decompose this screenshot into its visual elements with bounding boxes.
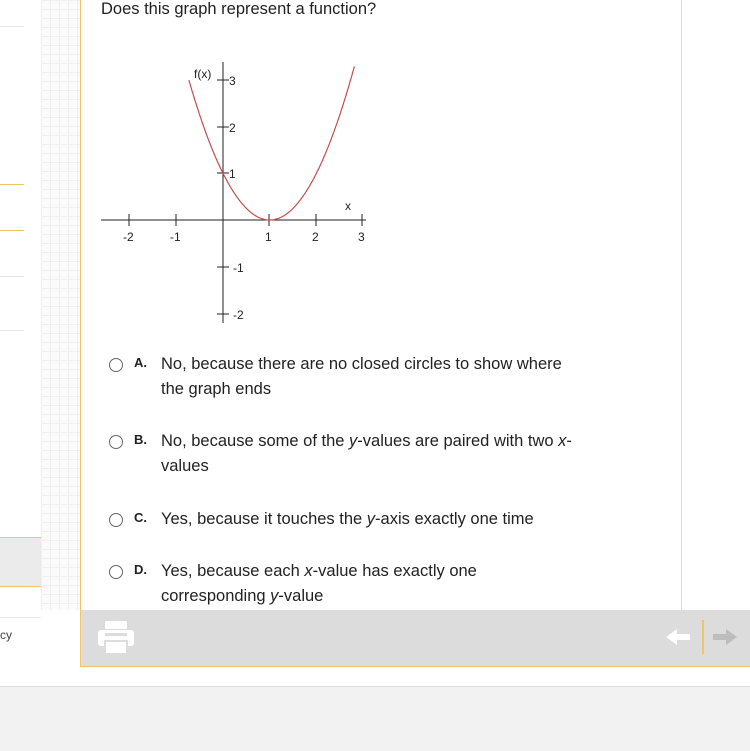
y-tick-label: 3 <box>229 74 236 88</box>
previous-arrow-icon[interactable] <box>666 627 692 647</box>
question-text: Does this graph represent a function? <box>101 0 377 18</box>
x-tick-label: 1 <box>265 230 272 244</box>
choice-letter: D. <box>134 562 147 577</box>
x-axis-label: x <box>345 199 351 213</box>
choice-letter: C. <box>134 510 147 525</box>
choice-letter: B. <box>134 432 147 447</box>
sidebar-divider <box>0 26 24 27</box>
sidebar-footer-text[interactable]: cy <box>0 628 12 642</box>
y-axis-label: f(x) <box>194 67 212 81</box>
choice-text: Yes, because each x-value has exactly one corresponding y-value <box>161 562 477 605</box>
sidebar-divider <box>0 230 24 231</box>
choice-letter: A. <box>134 355 147 370</box>
choice-text: No, because some of the y-values are paired with two x- values <box>161 432 572 475</box>
sidebar-divider <box>0 276 24 277</box>
y-tick-label: 2 <box>229 121 236 135</box>
radio-button[interactable] <box>109 358 123 372</box>
choice-text: Yes, because it touches the y-axis exactly one time <box>161 510 534 528</box>
question-panel <box>80 0 682 610</box>
print-icon[interactable] <box>96 620 136 656</box>
choice-text: No, because there are no closed circles to show where the graph ends <box>161 355 562 398</box>
function-graph <box>96 50 396 340</box>
sidebar-divider <box>0 330 24 331</box>
function-curve <box>189 66 355 220</box>
x-tick-label: 3 <box>358 230 365 244</box>
y-tick-label: 1 <box>229 167 236 181</box>
sidebar-divider <box>0 184 24 185</box>
radio-button[interactable] <box>109 435 123 449</box>
sidebar-item[interactable] <box>0 537 41 587</box>
page-bottom-area <box>0 686 750 751</box>
footer-toolbar <box>80 610 750 667</box>
nav-divider <box>702 620 704 654</box>
background-grid <box>41 0 80 610</box>
x-tick-label: 2 <box>312 230 319 244</box>
radio-button[interactable] <box>109 565 123 579</box>
y-tick-label: -1 <box>233 261 244 275</box>
x-tick-label: -2 <box>123 230 134 244</box>
y-tick-label: -2 <box>233 308 244 322</box>
sidebar-divider <box>0 617 41 618</box>
radio-button[interactable] <box>109 513 123 527</box>
next-arrow-icon[interactable] <box>713 627 739 647</box>
left-sidebar <box>0 0 42 585</box>
x-tick-label: -1 <box>170 230 181 244</box>
